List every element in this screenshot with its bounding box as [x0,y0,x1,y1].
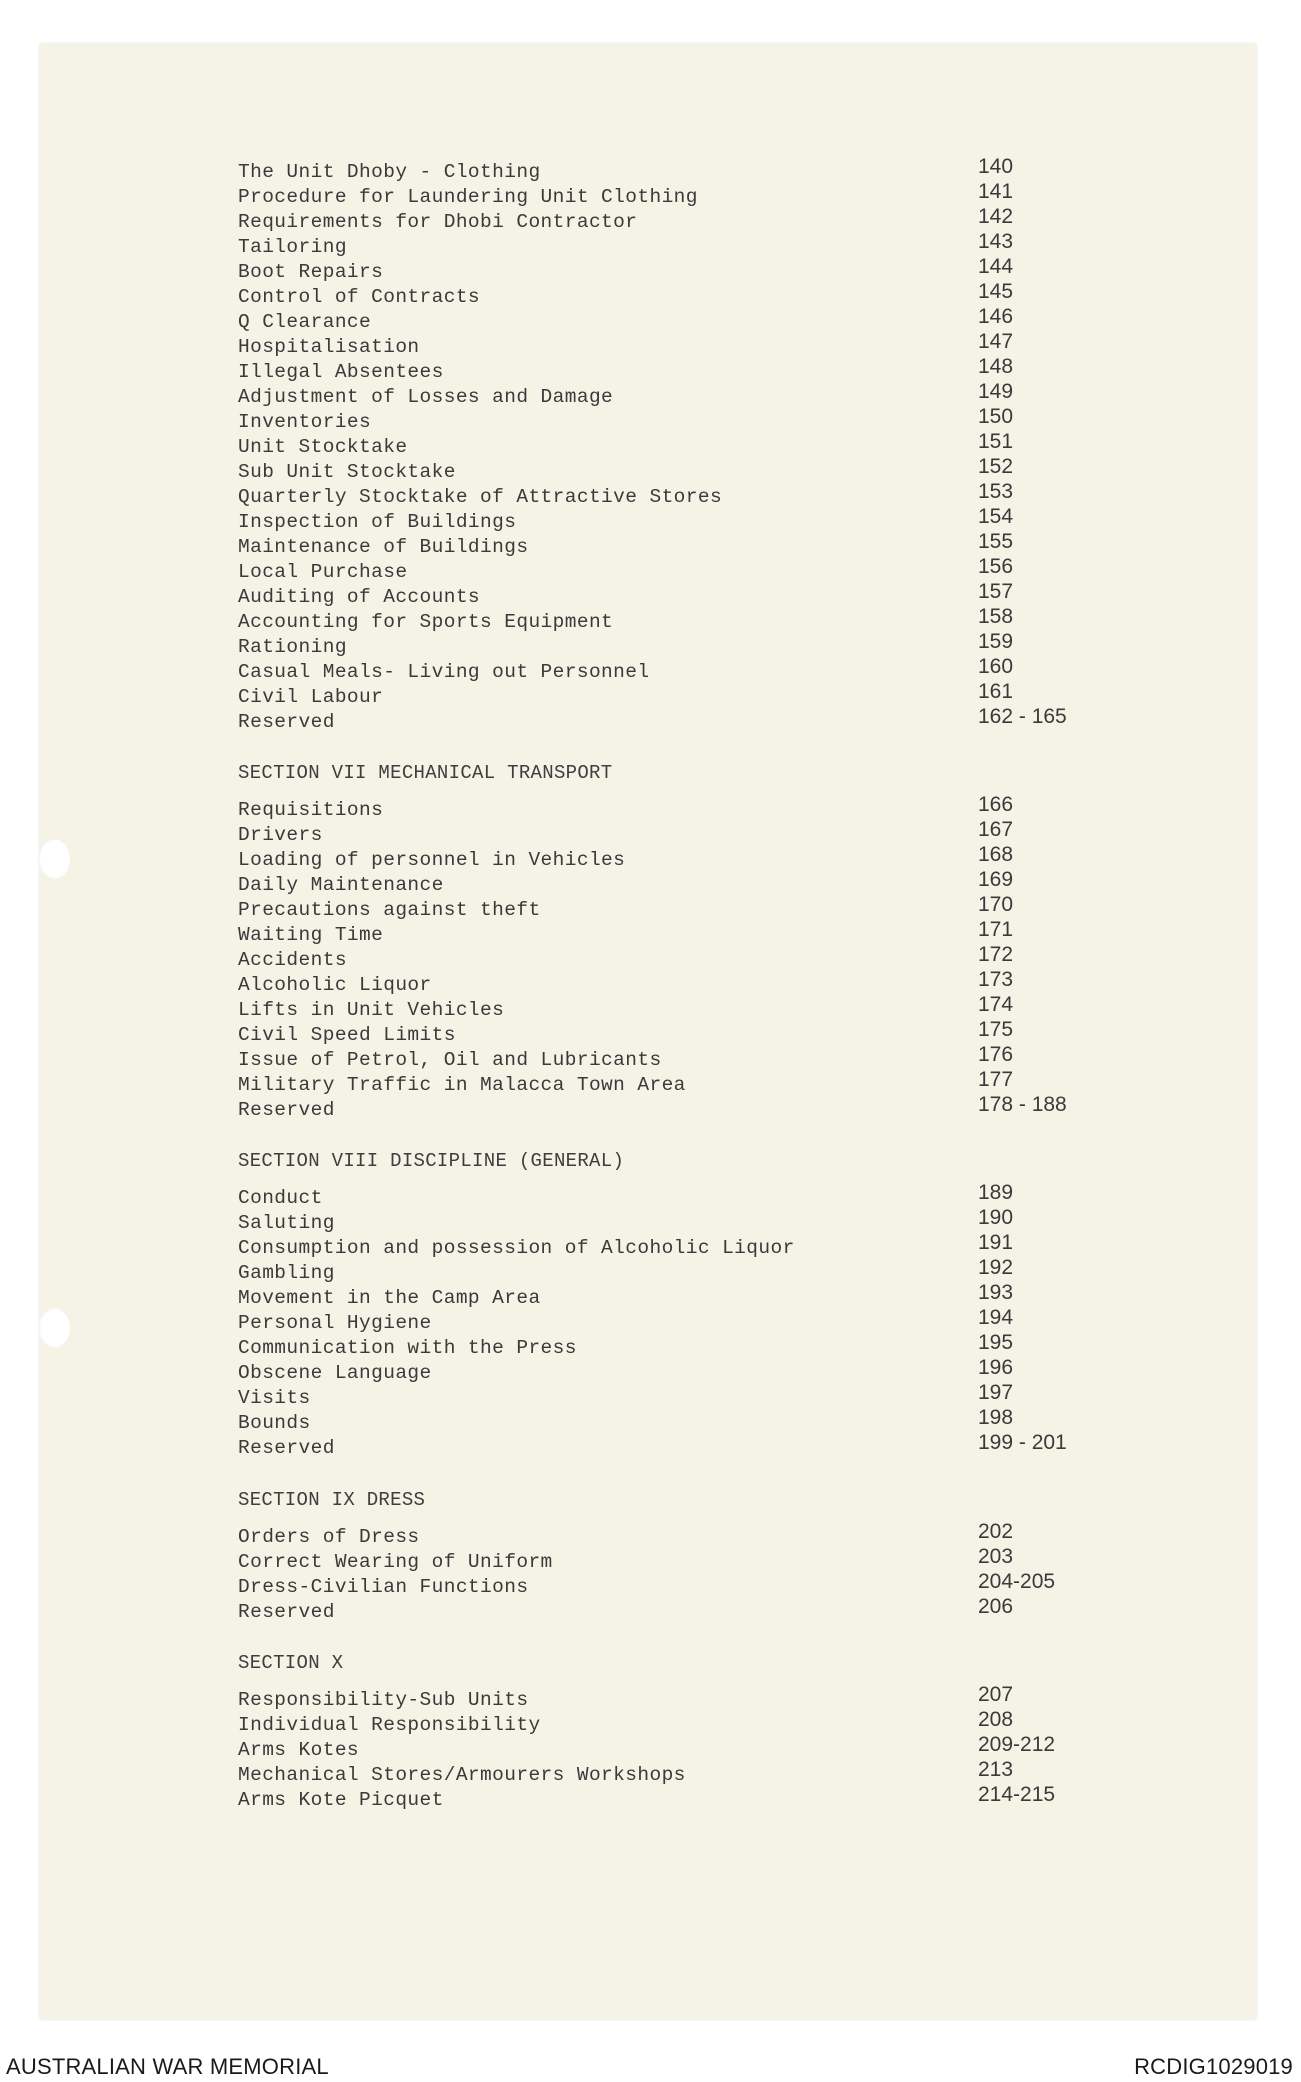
entry-title: Bounds [238,1412,311,1434]
entry-page-number: 198 [978,1406,1014,1429]
entry-title: Arms Kotes [238,1739,360,1761]
entry-title: Illegal Absentees [238,361,444,383]
entry-title: Adjustment of Losses and Damage [238,386,614,408]
punch-hole [38,1308,70,1348]
entry-page-number: 155 [978,530,1014,553]
entry-page-number: 147 [978,330,1014,353]
entry-page-number: 143 [978,230,1014,253]
entry-title: Personal Hygiene [238,1312,432,1334]
entry-page-number: 206 [978,1595,1014,1618]
entry-title: Consumption and possession of Alcoholic Liquor [238,1237,795,1259]
entry-title: Unit Stocktake [238,436,408,458]
entry-title: Q Clearance [238,311,372,333]
entry-title: The Unit Dhoby - Clothing [238,161,541,183]
entry-page-number: 177 [978,1068,1014,1091]
entry-page-number: 146 [978,305,1014,328]
entry-page-number: 174 [978,993,1014,1016]
entry-page-number: 189 [978,1181,1014,1204]
entry-page-number: 156 [978,555,1014,578]
entry-title: Local Purchase [238,561,408,583]
entry-page-number: 208 [978,1708,1014,1731]
entry-page-number: 195 [978,1331,1014,1354]
entry-page-number: 175 [978,1018,1014,1041]
entry-title: Control of Contracts [238,286,481,308]
entry-title: Procedure for Laundering Unit Clothing [238,186,698,208]
entry-title: Rationing [238,636,347,658]
entry-title: Accidents [238,949,347,971]
entry-page-number: 149 [978,380,1014,403]
entry-page-number: 169 [978,868,1014,891]
entry-page-number: 191 [978,1231,1014,1254]
entry-title: Requirements for Dhobi Contractor [238,211,638,233]
entry-title: Reserved [238,1099,335,1121]
toc-entry [238,1093,1138,1123]
entry-page-number: 144 [978,255,1014,278]
entry-title: Individual Responsibility [238,1714,541,1736]
entry-page-number: 150 [978,405,1014,428]
entry-page-number: 214-215 [978,1783,1056,1806]
entry-page-number: 153 [978,480,1014,503]
entry-title: Precautions against theft [238,899,541,921]
footer-record-id: RCDIG1029019 [1134,2054,1293,2079]
entry-title: Issue of Petrol, Oil and Lubricants [238,1049,662,1071]
entry-page-number: 207 [978,1683,1014,1706]
entry-page-number: 209-212 [978,1733,1056,1756]
entry-page-number: 213 [978,1758,1014,1781]
section-heading: SECTION IX DRESS [238,1489,426,1511]
toc-entry [238,705,1138,735]
entry-page-number: 167 [978,818,1014,841]
entry-page-number: 148 [978,355,1014,378]
entry-page-number: 140 [978,155,1014,178]
entry-title: Lifts in Unit Vehicles [238,999,505,1021]
entry-title: Drivers [238,824,323,846]
entry-title: Reserved [238,1437,335,1459]
entry-title: Inventories [238,411,372,433]
entry-page-number: 192 [978,1256,1014,1279]
entry-page-number: 158 [978,605,1014,628]
entry-title: Alcoholic Liquor [238,974,432,996]
entry-page-number: 152 [978,455,1014,478]
entry-page-number: 194 [978,1306,1014,1329]
entry-title: Reserved [238,1601,335,1623]
entry-title: Mechanical Stores/Armourers Workshops [238,1764,686,1786]
entry-title: Maintenance of Buildings [238,536,529,558]
entry-title: Dress-Civilian Functions [238,1576,529,1598]
toc-section [238,1650,1138,1813]
entry-title: Auditing of Accounts [238,586,481,608]
punch-hole [38,839,70,879]
toc-section [238,155,1138,735]
entry-page-number: 204-205 [978,1570,1056,1593]
entry-page-number: 170 [978,893,1014,916]
toc-section [238,1487,1138,1625]
entry-page-number: 145 [978,280,1014,303]
entry-page-number: 178 - 188 [978,1093,1067,1116]
entry-title: Sub Unit Stocktake [238,461,456,483]
footer-archive-name: AUSTRALIAN WAR MEMORIAL [6,2054,329,2079]
entry-title: Hospitalisation [238,336,420,358]
entry-page-number: 172 [978,943,1014,966]
entry-page-number: 202 [978,1520,1014,1543]
entry-title: Obscene Language [238,1362,432,1384]
entry-title: Civil Labour [238,686,384,708]
entry-title: Movement in the Camp Area [238,1287,541,1309]
entry-title: Visits [238,1387,311,1409]
toc-entry [238,1431,1138,1461]
entry-title: Quarterly Stocktake of Attractive Stores [238,486,723,508]
entry-page-number: 196 [978,1356,1014,1379]
toc-section [238,760,1138,1123]
entry-title: Military Traffic in Malacca Town Area [238,1074,686,1096]
entry-title: Communication with the Press [238,1337,577,1359]
entry-title: Civil Speed Limits [238,1024,456,1046]
entry-title: Saluting [238,1212,335,1234]
entry-page-number: 161 [978,680,1014,703]
entry-page-number: 162 - 165 [978,705,1067,728]
entry-title: Correct Wearing of Uniform [238,1551,553,1573]
entry-title: Conduct [238,1187,323,1209]
entry-title: Tailoring [238,236,347,258]
entry-title: Arms Kote Picquet [238,1789,444,1811]
entry-page-number: 197 [978,1381,1014,1404]
entry-page-number: 203 [978,1545,1014,1568]
entry-title: Gambling [238,1262,335,1284]
entry-title: Loading of personnel in Vehicles [238,849,626,871]
entry-page-number: 151 [978,430,1014,453]
entry-page-number: 190 [978,1206,1014,1229]
entry-page-number: 141 [978,180,1014,203]
entry-page-number: 171 [978,918,1014,941]
entry-title: Daily Maintenance [238,874,444,896]
section-heading: SECTION VIII DISCIPLINE (GENERAL) [238,1150,625,1172]
section-heading: SECTION VII MECHANICAL TRANSPORT [238,762,613,784]
toc-entry [238,1595,1138,1625]
toc-entry [238,1783,1138,1813]
toc-section [238,1148,1138,1461]
entry-title: Accounting for Sports Equipment [238,611,614,633]
entry-title: Reserved [238,711,335,733]
entry-title: Casual Meals- Living out Personnel [238,661,650,683]
entry-title: Requisitions [238,799,384,821]
entry-title: Inspection of Buildings [238,511,517,533]
entry-title: Boot Repairs [238,261,384,283]
entry-page-number: 154 [978,505,1014,528]
entry-page-number: 160 [978,655,1014,678]
entry-page-number: 142 [978,205,1014,228]
entry-title: Orders of Dress [238,1526,420,1548]
entry-page-number: 173 [978,968,1014,991]
entry-page-number: 193 [978,1281,1014,1304]
entry-page-number: 176 [978,1043,1014,1066]
entry-title: Responsibility-Sub Units [238,1689,529,1711]
entry-page-number: 166 [978,793,1014,816]
entry-title: Waiting Time [238,924,384,946]
entry-page-number: 157 [978,580,1014,603]
entry-page-number: 159 [978,630,1014,653]
section-heading: SECTION X [238,1652,344,1674]
entry-page-number: 168 [978,843,1014,866]
entry-page-number: 199 - 201 [978,1431,1067,1454]
